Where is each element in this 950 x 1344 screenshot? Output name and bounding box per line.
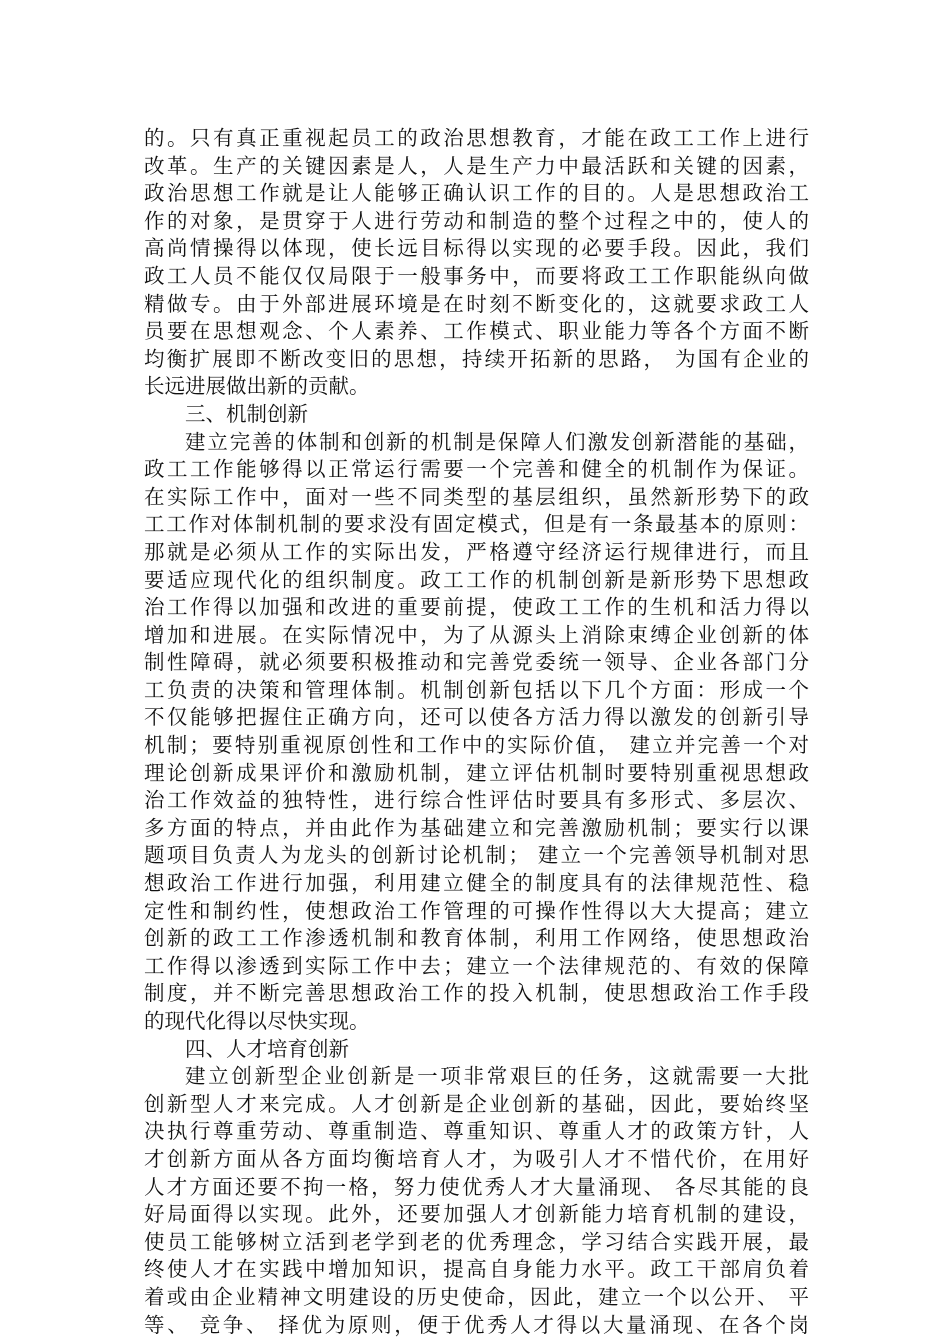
paragraph-line: 制性障碍，就必须要积极推动和完善党委统一领导、企业各部门分 xyxy=(144,650,809,675)
paragraph-line: 制度，并不断完善思想政治工作的投入机制，使思想政治工作手段 xyxy=(144,981,809,1006)
section-heading: 三、机制创新 xyxy=(185,401,308,426)
paragraph-line: 定性和制约性，使想政治工作管理的可操作性得以大大提高；建立 xyxy=(144,898,809,923)
paragraph-line: 均衡扩展即不断改变旧的思想，持续开拓新的思路， 为国有企业的 xyxy=(144,346,809,371)
paragraph-line: 增加和进展。在实际情况中，为了从源头上消除束缚企业创新的体 xyxy=(144,622,809,647)
paragraph-line: 的现代化得以尽快实现。 xyxy=(144,1009,370,1033)
paragraph-line: 的。只有真正重视起员工的政治思想教育，才能在政工工作上进行 xyxy=(144,126,809,150)
paragraph-line: 高尚情操得以体现，使长远目标得以实现的必要手段。因此，我们 xyxy=(144,236,809,261)
paragraph-line: 创新的政工工作渗透机制和教育体制，利用工作网络，使思想政治 xyxy=(144,926,809,951)
paragraph-line: 精做专。由于外部进展环境是在时刻不断变化的，这就要求政工人 xyxy=(144,291,809,316)
paragraph-line: 改革。生产的关键因素是人，人是生产力中最活跃和关键的因素， xyxy=(144,153,809,178)
paragraph-line: 不仅能够把握住正确方向，还可以使各方活力得以激发的创新引导 xyxy=(144,705,809,730)
paragraph-line: 工作得以渗透到实际工作中去；建立一个法律规范的、有效的保障 xyxy=(144,953,809,978)
paragraph-line: 使员工能够树立活到老学到老的优秀理念，学习结合实践开展，最 xyxy=(144,1229,809,1254)
paragraph-line: 建立创新型企业创新是一项非常艰巨的任务，这就需要一大批 xyxy=(185,1064,809,1089)
paragraph-line: 建立完善的体制和创新的机制是保障人们激发创新潜能的基础， xyxy=(185,429,809,454)
paragraph-line: 治工作效益的独特性，进行综合性评估时要具有多形式、多层次、 xyxy=(144,788,809,813)
paragraph-line: 工负责的决策和管理体制。机制创新包括以下几个方面：形成一个 xyxy=(144,677,809,702)
paragraph-line: 想政治工作进行加强，利用建立健全的制度具有的法律规范性、稳 xyxy=(144,871,809,896)
paragraph-line: 政工人员不能仅仅局限于一般事务中，而要将政工工作职能纵向做 xyxy=(144,263,809,288)
paragraph-line: 终使人才在实践中增加知识，提高自身能力水平。政工干部肩负着 xyxy=(144,1257,809,1282)
paragraph-line: 机制；要特别重视原创性和工作中的实际价值， 建立并完善一个对 xyxy=(144,733,809,758)
paragraph-line: 长远进展做出新的贡献。 xyxy=(144,374,370,399)
paragraph-line: 着或由企业精神文明建设的历史使命，因此，建立一个以公开、 平 xyxy=(144,1284,809,1309)
paragraph-line: 政治思想工作就是让人能够正确认识工作的目的。人是思想政治工 xyxy=(144,181,809,206)
paragraph-line: 多方面的特点，并由此作为基础建立和完善激励机制；要实行以课 xyxy=(144,815,809,840)
paragraph-line: 在实际工作中，面对一些不同类型的基层组织，虽然新形势下的政 xyxy=(144,484,809,509)
paragraph-line: 要适应现代化的组织制度。政工工作的机制创新是新形势下思想政 xyxy=(144,567,809,592)
paragraph-line: 治工作得以加强和改进的重要前提，使政工工作的生机和活力得以 xyxy=(144,595,809,620)
paragraph-line: 等、 竞争、 择优为原则，便于优秀人才得以大量涌现、在各个岗 xyxy=(144,1312,809,1337)
paragraph-line: 人才方面还要不拘一格，努力使优秀人才大量涌现、 各尽其能的良 xyxy=(144,1174,809,1199)
paragraph-line: 题项目负责人为龙头的创新讨论机制； 建立一个完善领导机制对思 xyxy=(144,843,809,868)
paragraph-line: 好局面得以实现。此外，还要加强人才创新能力培育机制的建设， xyxy=(144,1202,809,1227)
paragraph-line: 员要在思想观念、个人素养、工作模式、职业能力等各个方面不断 xyxy=(144,319,809,344)
paragraph-line: 作的对象，是贯穿于人进行劳动和制造的整个过程之中的，使人的 xyxy=(144,208,809,233)
paragraph-line: 才创新方面从各方面均衡培育人才，为吸引人才不惜代价，在用好 xyxy=(144,1146,809,1171)
paragraph-line: 那就是必须从工作的实际出发，严格遵守经济运行规律进行，而且 xyxy=(144,539,809,564)
paragraph-line: 工工作对体制机制的要求没有固定模式，但是有一条最基本的原则： xyxy=(144,512,809,537)
document-body-text xyxy=(144,125,809,1339)
paragraph-line: 创新型人才来完成。人才创新是企业创新的基础，因此，要始终坚 xyxy=(144,1091,809,1116)
paragraph-line: 理论创新成果评价和激励机制，建立评估机制时要特别重视思想政 xyxy=(144,760,809,785)
paragraph-line: 政工工作能够得以正常运行需要一个完善和健全的机制作为保证。 xyxy=(144,457,809,482)
paragraph-line: 决执行尊重劳动、尊重制造、尊重知识、尊重人才的政策方针，人 xyxy=(144,1119,809,1144)
section-heading: 四、人才培育创新 xyxy=(185,1036,349,1061)
